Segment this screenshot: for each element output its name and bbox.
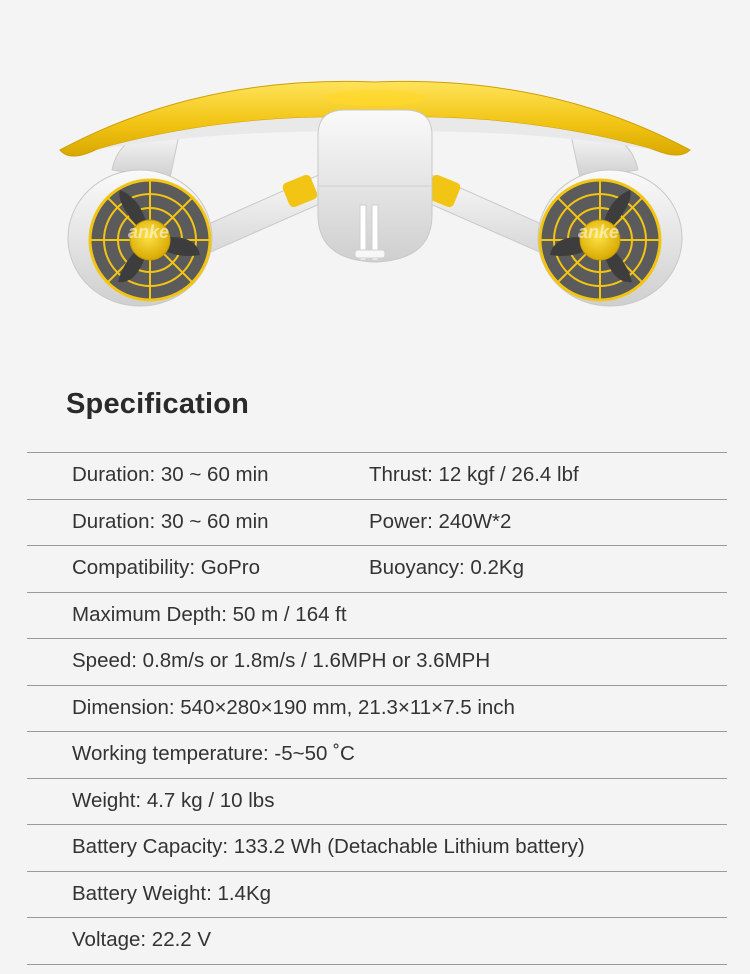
spec-row — [27, 872, 727, 919]
spec-row — [27, 779, 727, 826]
spec-cell-left: Voltage: 22.2 V — [72, 928, 212, 951]
spec-row — [27, 686, 727, 733]
spec-row — [27, 732, 727, 779]
spec-cell-right: Buoyancy: 0.2Kg — [369, 556, 524, 579]
spec-cell-left: Dimension: 540×280×190 mm, 21.3×11×7.5 inch — [72, 695, 515, 719]
spec-cell-left: Maximum Depth: 50 m / 164 ft — [72, 602, 347, 626]
spec-cell-left: Speed: 0.8m/s or 1.8m/s / 1.6MPH or 3.6MPH — [72, 649, 491, 672]
spec-row — [27, 500, 727, 547]
product-image — [0, 0, 750, 340]
svg-text:anke: anke — [128, 222, 170, 242]
specification-table — [27, 452, 727, 965]
spec-cell-right: Power: 240W*2 — [369, 509, 512, 533]
spec-cell-left: Battery Capacity: 133.2 Wh (Detachable Lithium battery) — [72, 835, 585, 858]
spec-row — [27, 546, 727, 593]
spec-cell-left: Battery Weight: 1.4Kg — [72, 881, 272, 905]
spec-cell-left: Weight: 4.7 kg / 10 lbs — [72, 788, 275, 812]
spec-cell-left: Duration: 30 ~ 60 min — [72, 509, 269, 533]
spec-row — [27, 918, 727, 965]
spec-cell-right: Thrust: 12 kgf / 26.4 lbf — [369, 463, 579, 486]
spec-cell-left: Duration: 30 ~ 60 min — [72, 463, 269, 486]
spec-row — [27, 453, 727, 500]
svg-text:anke: anke — [578, 222, 620, 242]
spec-row — [27, 825, 727, 872]
spec-row — [27, 593, 727, 640]
spec-cell-left: Compatibility: GoPro — [72, 556, 260, 579]
underwater-scooter-illustration — [0, 0, 750, 340]
section-title: Specification — [66, 388, 250, 420]
spec-row — [27, 639, 727, 686]
spec-cell-left: Working temperature: -5~50 ˚C — [72, 742, 355, 765]
